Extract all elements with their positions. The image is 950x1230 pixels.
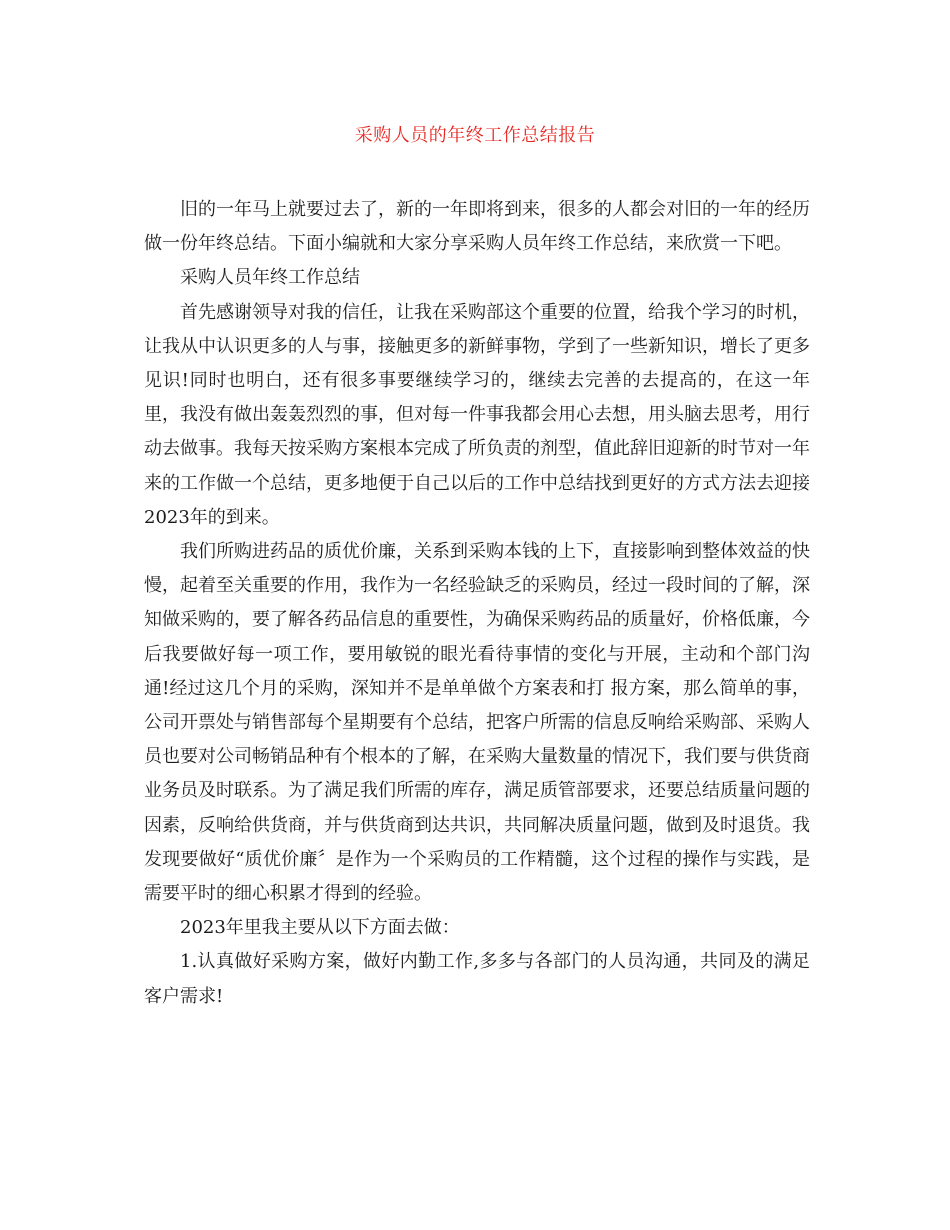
paragraph-plan-heading: 2023年里我主要从以下方面去做： xyxy=(180,917,460,939)
paragraph-intro: 旧的一年马上就要过去了，新的一年即将到来，很多的人都会对旧的一年的经历做一份年终总结。下面小编就和大家分享采购人员年终工作总结，来欣赏一下吧。 xyxy=(144,199,810,255)
paragraph-plan-item-1: 1.认真做好采购方案，做好内勤工作,多多与各部门的人员沟通，共同及的满足客户需求! xyxy=(144,951,810,1007)
paragraph-thanks: 首先感谢领导对我的信任，让我在采购部这个重要的位置，给我个学习的时机，让我从中认识更多的人与事，接触更多的新鲜事物，学到了一些新知识，增长了更多见识!同时也明白，还有很多事要继续学习的，继续去完善的去提高的，在这一年里，我没有做出轰轰烈烈的事，但对每一件事我都会用心去想，用头脑去思考，用行动去做事。我每天按采购方案根本完成了所负责的剂型，值此辞旧迎新的时节对一年来的工作做一个总结，更多地便于自己以后的工作中总结找到更好的方式方法去迎接2023年的到来。 xyxy=(144,301,810,528)
paragraph-procurement: 我们所购进药品的质优价廉，关系到采购本钱的上下，直接影响到整体效益的快慢，起着至关重要的作用，我作为一名经验缺乏的采购员，经过一段时间的了解，深知做采购的，要了解各药品信息的重要性，为确保采购药品的质量好，价格低廉，今后我要做好每一项工作，要用敏锐的眼光看待事情的变化与开展，主动和个部门沟通!经过这几个月的采购，深知并不是单单做个方案表和打 报方案，那么简单的事，公司开票处与销售部每个星期要有个总结，把客户所需的信息反响给采购部、采购人员也要对公司畅销品种有个根本的了解，在采购大量数量的情况下，我们要与供货商业务员及时联系。为了满足我们所需的库存，满足质管部要求，还要总结质量问题的因素，反响给供货商，并与供货商到达共识，共同解决质量问题，做到及时退货。我发现要做好“质优价廉〞是作为一个采购员的工作精髓，这个过程的操作与实践，是需要平时的细心积累才得到的经验。 xyxy=(144,541,810,905)
paragraph-subheading: 采购人员年终工作总结 xyxy=(180,267,360,289)
document-title: 采购人员的年终工作总结报告 xyxy=(354,125,596,146)
document-body xyxy=(144,193,810,1014)
